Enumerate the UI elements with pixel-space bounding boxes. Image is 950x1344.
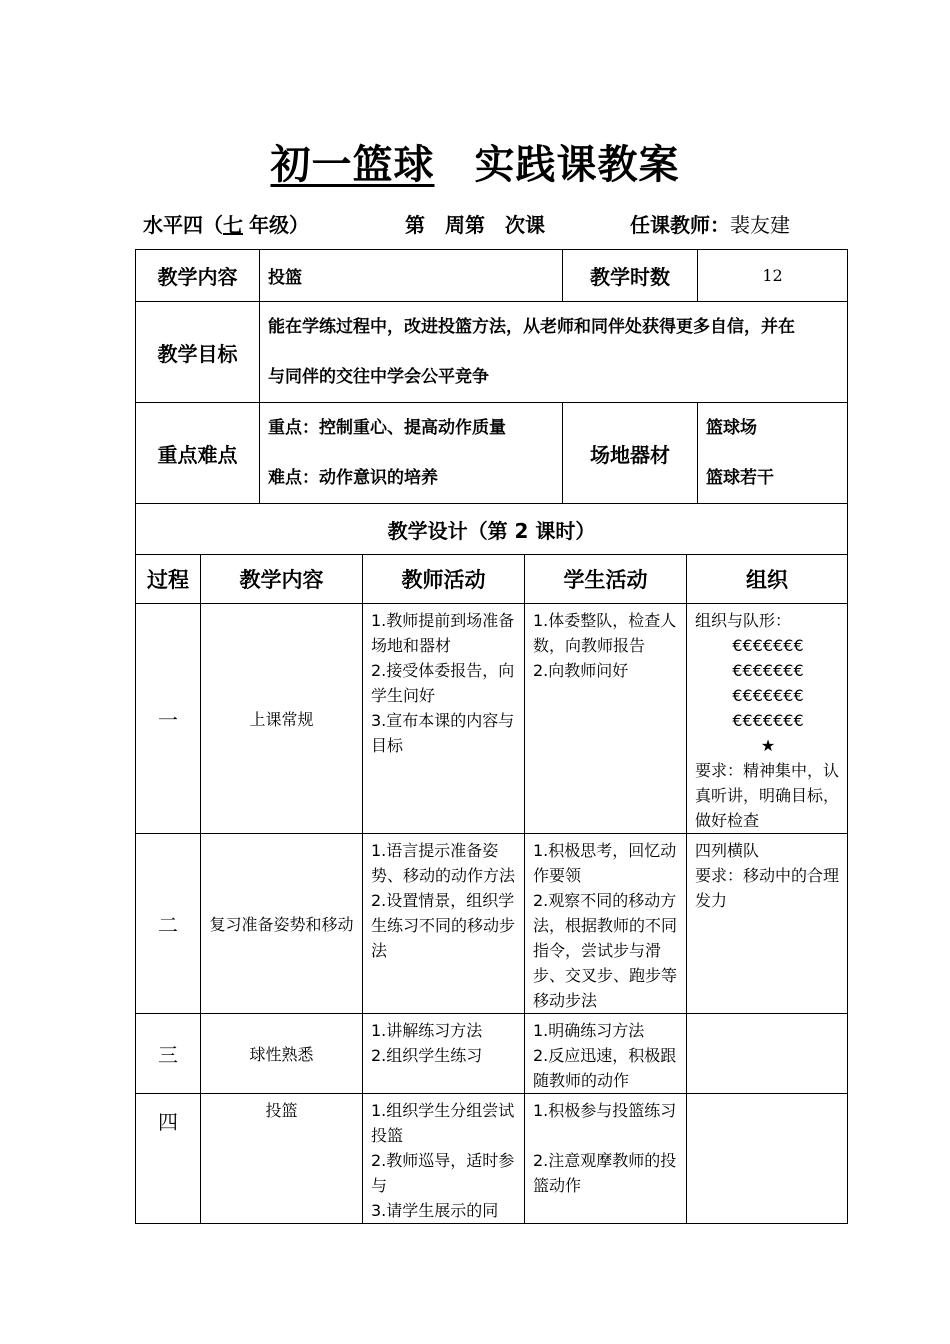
student-4-spacer: [533, 1123, 680, 1148]
teacher-1-item-3: 3.宣布本课的内容与目标: [371, 711, 515, 755]
student-4-item-2: 2.注意观摩教师的投篮动作: [533, 1151, 677, 1195]
venue-text: [698, 403, 848, 504]
org-1: [687, 604, 848, 834]
student-activity-1: [525, 604, 687, 834]
student-3-item-1: 1.明确练习方法: [533, 1021, 645, 1040]
venue-line-2: 篮球若干: [706, 468, 774, 488]
org-1-requirement: 要求：精神集中，认真听讲，明确目标，做好检查: [695, 761, 840, 830]
org-2: [687, 834, 848, 1014]
teacher-label-text: 任课教师：: [630, 213, 730, 237]
header-teacher: 教师活动: [363, 555, 525, 604]
content-1: 上课常规: [201, 604, 363, 834]
header-content: 教学内容: [201, 555, 363, 604]
level-label: [143, 210, 309, 240]
title-part2: 实践课教案: [474, 142, 680, 188]
student-activity-2: [525, 834, 687, 1014]
teacher-1-item-2: 2.接受体委报告，向学生问好: [371, 661, 515, 705]
teacher-1-item-1: 1.教师提前到场准备场地和器材: [371, 611, 515, 655]
student-activity-3: [525, 1014, 687, 1094]
title-part1: 初一篮球: [270, 142, 435, 188]
hours-label: 教学时数: [563, 250, 698, 302]
week-lesson: 第 周第 次课: [405, 213, 545, 237]
level-suffix: 年级）: [249, 213, 309, 237]
goal-line-2: 与同伴的交往中学会公平竞争: [268, 367, 489, 387]
table-row: [136, 834, 848, 1014]
content-4: 投篮: [201, 1094, 363, 1224]
header-student: 学生活动: [525, 555, 687, 604]
content-2: 复习准备姿势和移动: [201, 834, 363, 1014]
design-table: [135, 503, 848, 1224]
goal-label: 教学目标: [136, 302, 260, 403]
content-value: 投篮: [260, 250, 563, 302]
info-table: [135, 249, 848, 504]
key-label: 重点难点: [136, 403, 260, 504]
org-1-label: 组织与队形：: [695, 611, 792, 630]
venue-line-1: 篮球场: [706, 418, 757, 438]
student-3-item-2: 2.反应迅速，积极跟随教师的动作: [533, 1046, 677, 1090]
formation-row: €€€€€€€: [732, 686, 804, 705]
table-row: [136, 1094, 848, 1224]
header-process: 过程: [136, 555, 201, 604]
process-2: 二: [136, 834, 201, 1014]
process-4: 四: [136, 1094, 201, 1224]
formation-row: €€€€€€€: [732, 636, 804, 655]
header-org: 组织: [687, 555, 848, 604]
teacher-3-item-2: 2.组织学生练习: [371, 1046, 483, 1065]
hours-value: 12: [698, 250, 848, 302]
teacher-4-item-3: 3.请学生展示的同: [371, 1201, 499, 1220]
key-text: [260, 403, 563, 504]
teacher-star-icon: ★: [760, 736, 776, 755]
key-line-2: 难点：动作意识的培养: [268, 468, 438, 488]
teacher-name: 裴友建: [730, 213, 790, 237]
teacher-4-item-2: 2.教师巡导，适时参与: [371, 1151, 515, 1195]
goal-text: [260, 302, 848, 403]
table-row: [136, 1014, 848, 1094]
student-1-item-2: 2.向教师问好: [533, 661, 629, 680]
process-3: 三: [136, 1014, 201, 1094]
design-title: 教学设计（第 2 课时）: [136, 504, 848, 555]
teacher-label: [630, 210, 790, 240]
process-1: 一: [136, 604, 201, 834]
teacher-2-item-1: 1.语言提示准备姿势、移动的动作方法: [371, 841, 516, 885]
teacher-activity-2: [363, 834, 525, 1014]
org-4: [687, 1094, 848, 1224]
teacher-activity-4: [363, 1094, 525, 1224]
key-line-1: 重点：控制重心、提高动作质量: [268, 418, 506, 438]
teacher-2-item-2: 2.设置情景，组织学生练习不同的移动步法: [371, 891, 516, 960]
formation-row: €€€€€€€: [732, 661, 804, 680]
venue-label: 场地器材: [563, 403, 698, 504]
student-4-item-1: 1.积极参与投篮练习: [533, 1101, 677, 1120]
content-label: 教学内容: [136, 250, 260, 302]
formation-row: €€€€€€€: [732, 711, 804, 730]
org-2-line-2: 要求：移动中的合理发力: [695, 866, 840, 910]
teacher-activity-1: [363, 604, 525, 834]
content-3: 球性熟悉: [201, 1014, 363, 1094]
teacher-activity-3: [363, 1014, 525, 1094]
level-prefix: 水平四（: [143, 213, 223, 237]
goal-line-1: 能在学练过程中，改进投篮方法，从老师和同伴处获得更多自信，并在: [268, 317, 795, 337]
student-2-item-1: 1.积极思考，回忆动作要领: [533, 841, 677, 885]
grade-value: 七: [223, 213, 243, 237]
student-2-item-2: 2.观察不同的移动方法，根据教师的不同指令，尝试步与滑步、交叉步、跑步等移动步法: [533, 891, 678, 1010]
teacher-4-item-1: 1.组织学生分组尝试投篮: [371, 1101, 515, 1145]
student-activity-4: [525, 1094, 687, 1224]
table-row: [136, 604, 848, 834]
org-3: [687, 1014, 848, 1094]
org-2-line-1: 四列横队: [695, 841, 760, 860]
teacher-3-item-1: 1.讲解练习方法: [371, 1021, 483, 1040]
page-title: [0, 138, 950, 192]
student-1-item-1: 1.体委整队，检查人数，向教师报告: [533, 611, 677, 655]
